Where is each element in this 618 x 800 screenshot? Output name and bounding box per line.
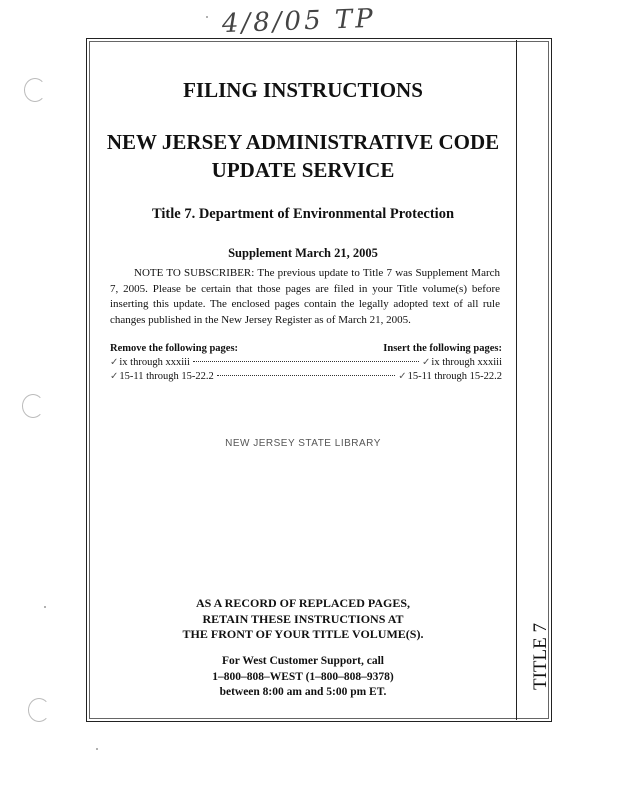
leader-dots <box>217 375 395 376</box>
code-title-line-2: UPDATE SERVICE <box>211 158 395 182</box>
pages-table-row <box>110 371 502 385</box>
page-title: FILING INSTRUCTIONS <box>183 78 423 102</box>
punch-hole-middle <box>22 394 44 418</box>
check-mark-icon: ✓ <box>110 357 119 368</box>
code-title <box>90 128 516 184</box>
record-note-line-1: AS A RECORD OF REPLACED PAGES, <box>195 596 411 610</box>
scan-speck <box>206 16 208 18</box>
library-stamp: NEW JERSEY STATE LIBRARY <box>225 438 381 449</box>
leader-dots <box>193 361 419 362</box>
scan-speck <box>96 748 98 750</box>
check-mark-icon: ✓ <box>398 371 407 382</box>
punch-hole-top <box>24 78 46 102</box>
department-title: Title 7. Department of Environmental Protection <box>151 206 455 222</box>
customer-support-info <box>100 654 506 701</box>
remove-pages-range: 15-11 through 15-22.2 <box>119 371 214 382</box>
remove-pages-header: Remove the following pages: <box>110 343 239 354</box>
check-mark-icon: ✓ <box>110 371 119 382</box>
supplement-date: Supplement March 21, 2005 <box>228 246 378 260</box>
subscriber-note: NOTE TO SUBSCRIBER: The previous update to Title 7 was Supplement March 7, 2005. Please be certain that those pages are filed in your Title volume(s) before inserting this update. The enclosed pages contain the legally adopted text of all rule changes published in the New Jersey Register as of March 21, 2005. <box>110 267 500 326</box>
support-line-2: 1–800–808–WEST (1–800–808–9378) <box>212 670 394 683</box>
record-note <box>100 596 506 643</box>
support-line-1: For West Customer Support, call <box>222 655 384 667</box>
check-mark-icon: ✓ <box>422 357 431 368</box>
pages-table-row <box>110 357 502 371</box>
tab-divider <box>516 40 517 720</box>
insert-pages-range: 15-11 through 15-22.2 <box>407 371 502 382</box>
punch-hole-bottom <box>28 698 50 722</box>
code-title-line-1: NEW JERSEY ADMINISTRATIVE CODE <box>106 130 500 154</box>
insert-pages-range: ix through xxxiii <box>431 357 502 368</box>
handwritten-date: 4/8/05 TP <box>221 3 377 40</box>
remove-pages-range: ix through xxxiii <box>119 357 190 368</box>
scan-speck <box>44 606 46 608</box>
record-note-line-2: RETAIN THESE INSTRUCTIONS AT <box>202 611 404 626</box>
insert-pages-header: Insert the following pages: <box>383 343 502 354</box>
record-note-line-3: THE FRONT OF YOUR TITLE VOLUME(S). <box>182 627 424 641</box>
support-line-3: between 8:00 am and 5:00 pm ET. <box>219 686 387 698</box>
title-tab-label: TITLE 7 <box>530 622 551 690</box>
